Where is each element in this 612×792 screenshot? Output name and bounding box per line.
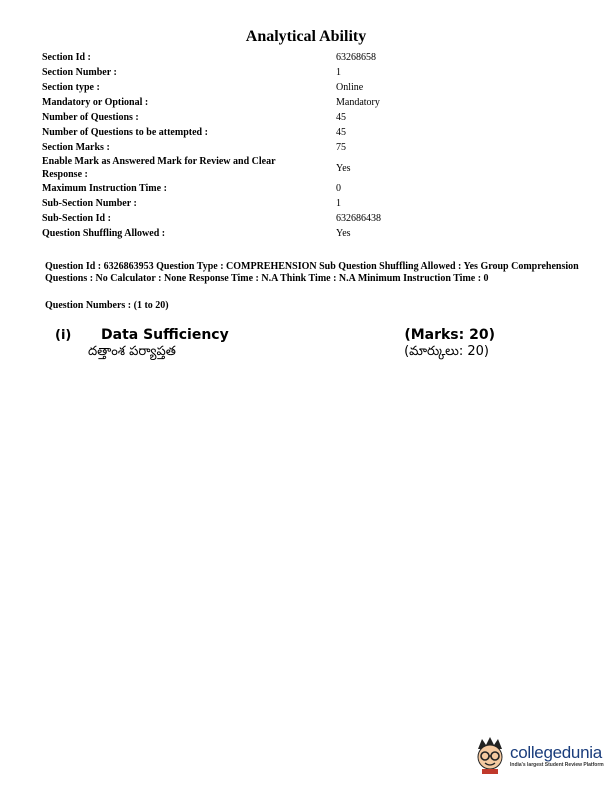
section-marks-telugu: (మార్కులు: 20) xyxy=(404,344,489,359)
info-row xyxy=(42,80,582,95)
info-row xyxy=(42,226,582,241)
info-value: 63268658 xyxy=(336,52,376,63)
logo-name: collegedunia xyxy=(510,742,602,762)
info-label: Enable Mark as Answered Mark for Review and Clear Response : xyxy=(42,156,276,180)
section-marks: (Marks: 20) xyxy=(404,327,495,343)
section-title: Data Sufficiency xyxy=(101,327,229,343)
info-value: Online xyxy=(336,82,364,93)
logo-tagline: India's largest Student Review Platform xyxy=(510,761,604,768)
info-row xyxy=(42,125,582,140)
mascot-icon xyxy=(472,735,508,775)
info-row xyxy=(42,196,582,211)
info-label: Mandatory or Optional : xyxy=(42,97,149,108)
info-label: Maximum Instruction Time : xyxy=(42,183,167,194)
section-title-telugu: దత్తాంశ పర్యాప్తత xyxy=(88,344,176,359)
subsection-heading xyxy=(55,327,495,362)
info-row xyxy=(42,95,582,110)
info-value: 632686438 xyxy=(336,213,381,224)
collegedunia-logo xyxy=(472,735,604,775)
section-info-table xyxy=(42,50,582,241)
info-row xyxy=(42,211,582,226)
info-label: Question Shuffling Allowed : xyxy=(42,228,166,239)
section-numeral: (i) xyxy=(55,328,72,343)
info-row xyxy=(42,65,582,80)
info-label: Section Marks : xyxy=(42,142,110,153)
info-value: Mandatory xyxy=(336,97,380,108)
info-value: 0 xyxy=(336,183,341,194)
question-info: Question Id : 6326863953 Question Type : COMPREHENSION Sub Question Shuffling Allowed : Yes Group Comprehension Questions : No Calculator : None Response Time : N.A Think Time : N.A Minimum Instruction Time : 0 xyxy=(45,261,579,284)
question-numbers: Question Numbers : (1 to 20) xyxy=(45,300,169,311)
info-value: 1 xyxy=(336,67,341,78)
info-value: 45 xyxy=(336,112,346,123)
info-label: Section type : xyxy=(42,82,100,93)
info-row xyxy=(42,181,582,196)
info-value: Yes xyxy=(336,163,351,174)
info-row xyxy=(42,140,582,155)
info-label: Sub-Section Id : xyxy=(42,213,111,224)
page-title: Analytical Ability xyxy=(245,28,367,45)
info-label: Section Id : xyxy=(42,52,91,63)
info-value: 75 xyxy=(336,142,346,153)
info-value: 1 xyxy=(336,198,341,209)
info-label: Sub-Section Number : xyxy=(42,198,137,209)
info-row xyxy=(42,110,582,125)
info-label: Number of Questions to be attempted : xyxy=(42,127,208,138)
info-row xyxy=(42,50,582,65)
info-row xyxy=(42,155,582,181)
info-value: 45 xyxy=(336,127,346,138)
info-label: Section Number : xyxy=(42,67,117,78)
info-label: Number of Questions : xyxy=(42,112,139,123)
info-value: Yes xyxy=(336,228,351,239)
